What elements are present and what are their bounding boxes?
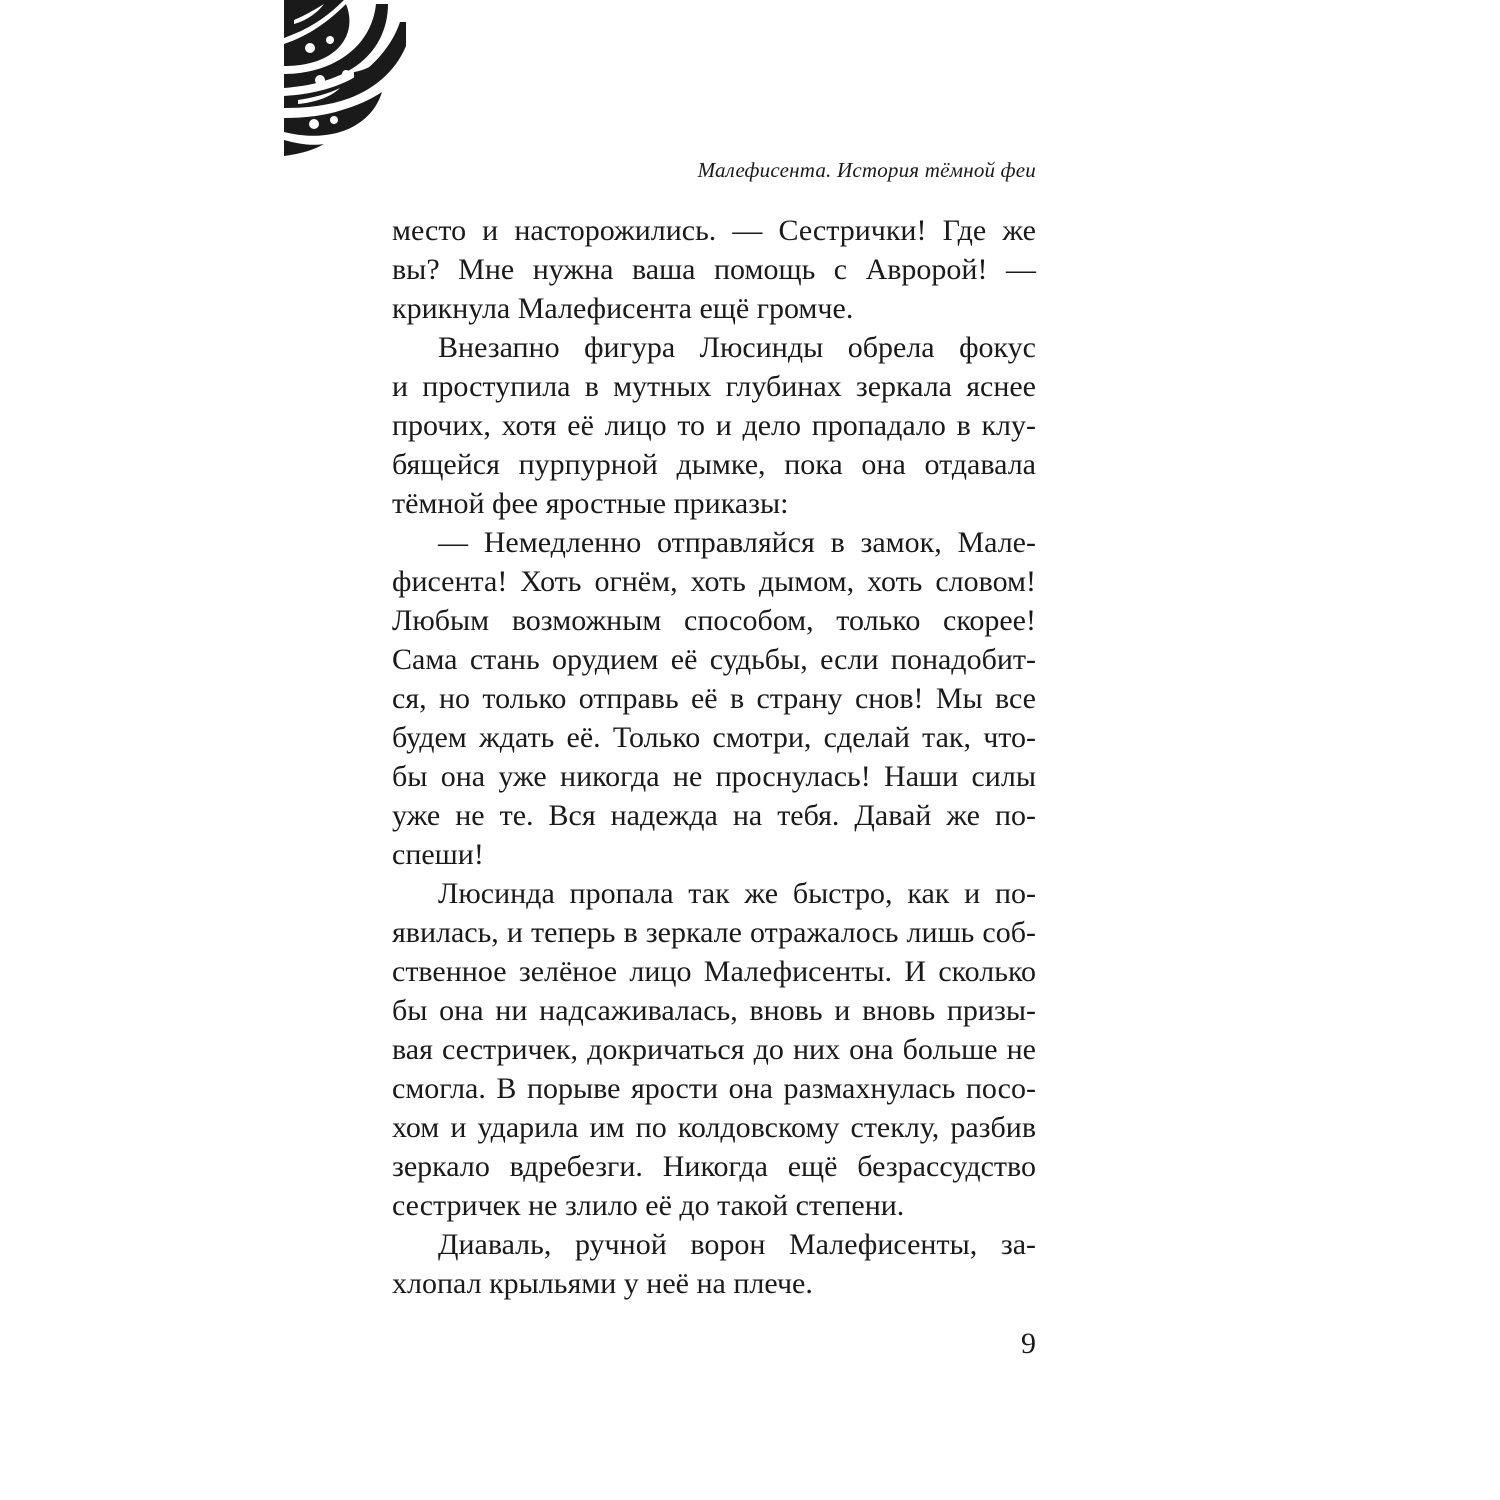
text-line: хлопал крыльями у неё на плече. bbox=[392, 1267, 813, 1300]
text-line: Любым возможным способом, только скорее! bbox=[392, 604, 1036, 637]
text-line: и проступила в мутных глубинах зеркала яснее bbox=[392, 370, 1036, 403]
text-line: тёмной фее яростные приказы: bbox=[392, 487, 789, 520]
text-line: спеши! bbox=[392, 838, 484, 871]
text-line: ственное зелёное лицо Малефисенты. И сколько bbox=[392, 955, 1036, 988]
text-line: будем ждать её. Только смотри, сделай так, что- bbox=[392, 721, 1036, 754]
text-line: бы она уже никогда не проснулась! Наши силы bbox=[392, 760, 1036, 793]
text-line: ся, но только отправь её в страну снов! Мы все bbox=[392, 682, 1036, 715]
text-line: зеркало вдребезги. Никогда ещё безрассудство bbox=[392, 1150, 1036, 1183]
text-line: Диаваль, ручной ворон Малефисенты, за- bbox=[438, 1228, 1036, 1261]
text-line: Внезапно фигура Люсинды обрела фокус bbox=[438, 331, 1036, 364]
text-line: Люсинда пропала так же быстро, как и по- bbox=[438, 877, 1036, 910]
text-line: явилась, и теперь в зеркале отражалось лишь соб- bbox=[392, 916, 1036, 949]
text-line: смогла. В порыве ярости она размахнулась посо- bbox=[392, 1072, 1036, 1105]
text-line: уже не те. Вся надежда на тебя. Давай же по- bbox=[392, 799, 1036, 832]
text-line: вая сестричек, докричаться до них она больше не bbox=[392, 1033, 1036, 1066]
text-line: фисента! Хоть огнём, хоть дымом, хоть словом! bbox=[392, 565, 1036, 598]
main-text bbox=[392, 211, 1036, 1303]
text-line: Сама стань орудием её судьбы, если понадобит- bbox=[392, 643, 1036, 676]
text-line: сестричек не злило её до такой степени. bbox=[392, 1189, 905, 1222]
text-line: прочих, хотя её лицо то и дело пропадало в клу- bbox=[392, 409, 1036, 442]
text-line: бящейся пурпурной дымке, пока она отдавала bbox=[392, 448, 1036, 481]
text-line: крикнула Малефисента ещё громче. bbox=[392, 292, 854, 325]
text-line: бы она ни надсаживалась, вновь и вновь призы- bbox=[392, 994, 1036, 1027]
text-line: — Немедленно отправляйся в замок, Мале- bbox=[438, 526, 1036, 559]
text-line: место и насторожились. — Сестрички! Где же bbox=[392, 214, 1036, 247]
running-head: Малефисента. История тёмной феи bbox=[697, 158, 1036, 182]
corner-ornament-icon bbox=[284, 0, 406, 156]
text-line: хом и ударила им по колдовскому стеклу, разбив bbox=[392, 1111, 1036, 1144]
page-number: 9 bbox=[1021, 1327, 1036, 1360]
text-line: вы? Мне нужна ваша помощь с Авророй! — bbox=[392, 253, 1036, 286]
